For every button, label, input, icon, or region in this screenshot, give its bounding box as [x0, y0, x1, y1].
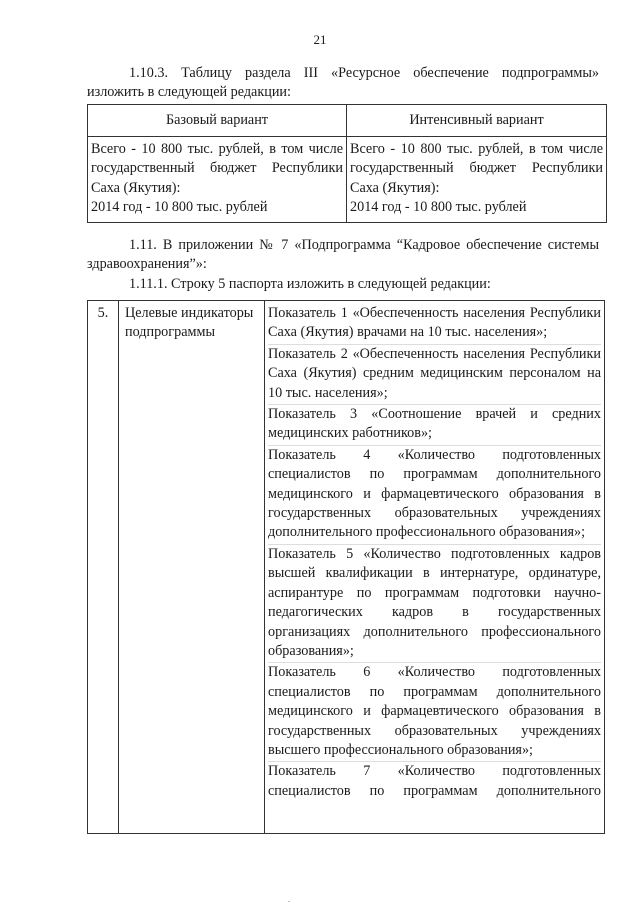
resource-table-cell-base — [88, 137, 347, 223]
indicator-1: Показатель 1 «Обеспеченность населения Республики Саха (Якутия) врачами на 10 тыс. населения»; — [268, 304, 601, 345]
passport-row-number: 5. — [88, 301, 119, 834]
resource-table — [87, 104, 607, 223]
resource-cell-line: 2014 год - 10 800 тыс. рублей — [350, 199, 527, 216]
indicator-5: Показатель 5 «Количество подготовленных кадров высшей квалификации в интернатуре, ординатуре, аспирантуре по программам подготовки научно-педагогических кадров в государственных организациях дополнительного профессионального образования»; — [268, 545, 601, 663]
footer-mark: . — [288, 895, 290, 904]
indicator-7: Показатель 7 «Количество подготовленных специалистов по программам дополнительного — [268, 763, 601, 799]
section-1-11-1: 1.11.1. Строку 5 паспорта изложить в следующей редакции: — [129, 276, 491, 292]
resource-cell-line: Всего - 10 800 тыс. рублей, в том числе государственный бюджет Республики Саха (Якутия): — [91, 141, 343, 196]
passport-row-5 — [88, 301, 605, 834]
passport-row-name: Целевые индикаторы подпрограммы — [119, 301, 265, 834]
section-1-10-3: 1.10.3. Таблицу раздела III «Ресурсное обеспечение подпрограммы» изложить в следующей редакции: — [87, 65, 599, 101]
resource-cell-line: Всего - 10 800 тыс. рублей, в том числе государственный бюджет Республики Саха (Якутия): — [350, 141, 603, 196]
resource-table-header-base: Базовый вариант — [88, 105, 347, 137]
resource-table-cell-intensive — [347, 137, 607, 223]
passport-table — [87, 300, 605, 834]
resource-intensive-text — [350, 140, 603, 218]
resource-table-header-intensive: Интенсивный вариант — [347, 105, 607, 137]
indicator-6: Показатель 6 «Количество подготовленных специалистов по программам дополнительного медицинского и фармацевтического образования в государственных образовательных учреждениях высшего профессионального образования»; — [268, 663, 601, 762]
indicator-3: Показатель 3 «Соотношение врачей и средних медицинских работников»; — [268, 405, 601, 446]
resource-cell-line: 2014 год - 10 800 тыс. рублей — [91, 199, 268, 216]
section-1-11: 1.11. В приложении № 7 «Подпрограмма “Кадровое обеспечение системы здравоохранения”»: — [87, 237, 599, 273]
passport-indicators — [265, 301, 605, 834]
resource-base-text — [91, 140, 343, 218]
indicator-4: Показатель 4 «Количество подготовленных специалистов по программам дополнительного медицинского и фармацевтического образования в государственных образовательных учреждениях дополнительного профессионального образования»; — [268, 446, 601, 545]
resource-table-header-row — [88, 105, 607, 137]
resource-table-row — [88, 137, 607, 223]
indicator-2: Показатель 2 «Обеспеченность населения Республики Саха (Якутия) средним медицинским персоналом на 10 тыс. населения»; — [268, 345, 601, 405]
page-number: 21 — [313, 32, 327, 47]
